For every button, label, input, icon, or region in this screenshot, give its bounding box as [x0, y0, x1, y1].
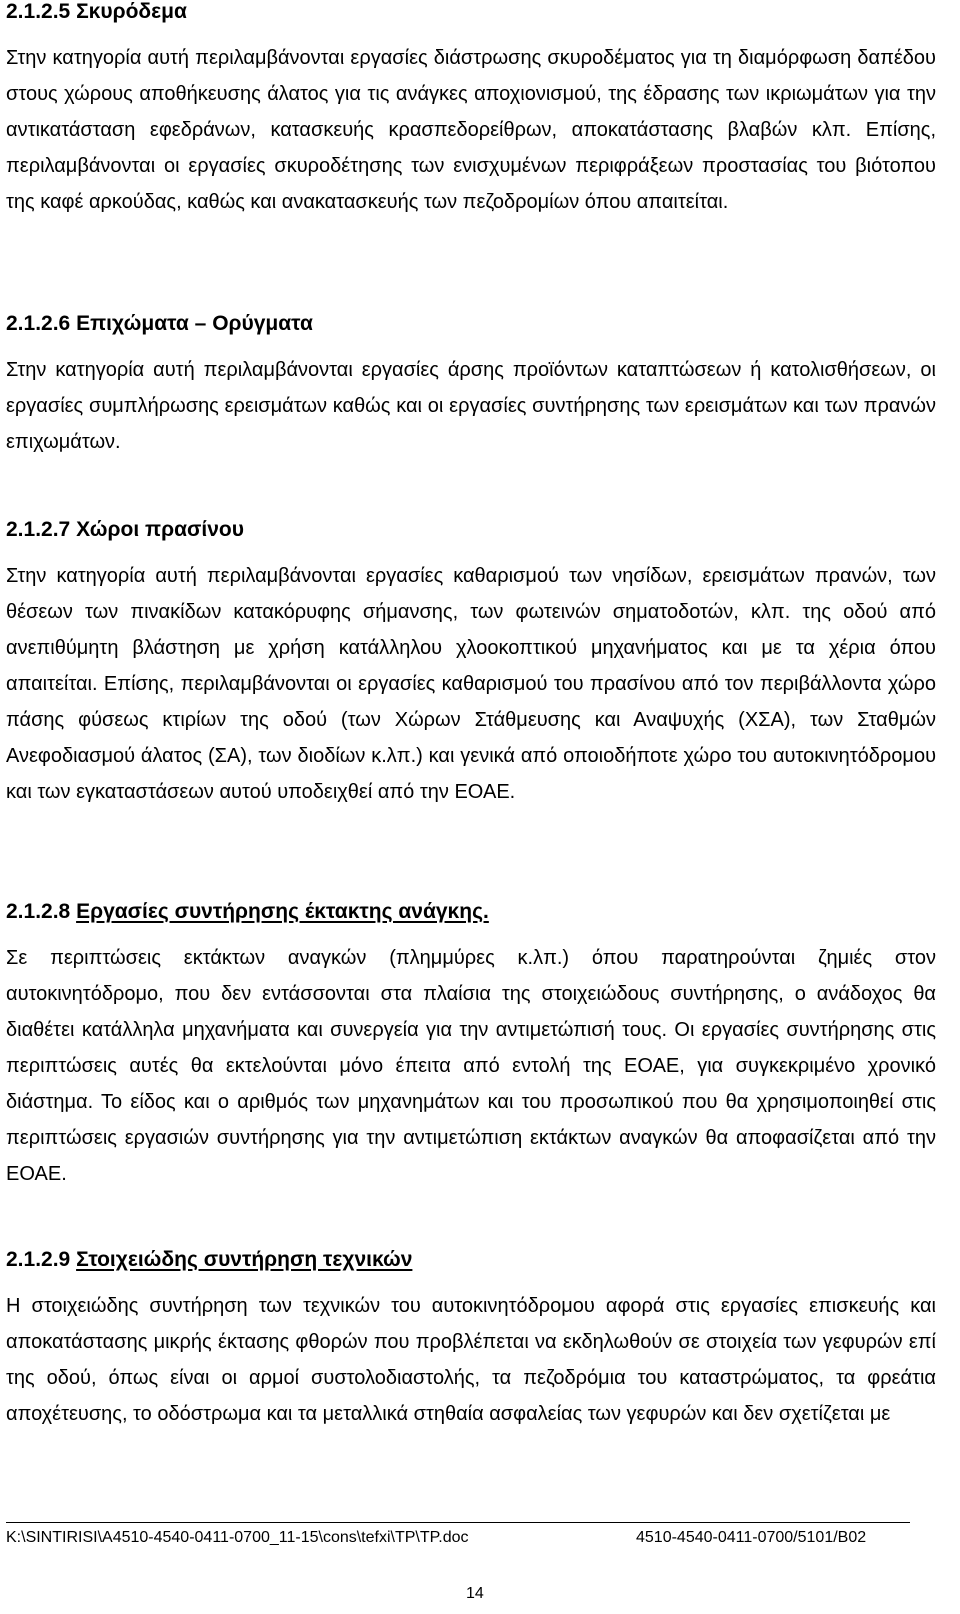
section-title: Εργασίες συντήρησης έκτακτης ανάγκης.	[76, 900, 489, 923]
footer-file-path: K:\SINTIRISI\A4510-4540-0411-0700_11-15\cons\tefxi\TP\TP.doc	[6, 1529, 469, 1546]
section-number: 2.1.2.5	[6, 0, 71, 23]
section-paragraph: Στην κατηγορία αυτή περιλαμβάνονται εργασίες διάστρωσης σκυροδέματος για τη διαμόρφωση δαπέδου στους χώρους αποθήκευσης άλατος για τις ανάγκες αποχιονισμού, της έδρασης των ικριωμάτων για την αντικατάσταση εφεδράνων, κατασκευής κρασπεδορείθρων, αποκατάστασης βλαβών κλπ. Επίσης, περιλαμβάνονται οι εργασίες σκυροδέτησης των ενισχυμένων περιφράξεων προστασίας του βιότοπου της καφέ αρκούδας, καθώς και ανακατασκευής των πεζοδρομίων όπου απαιτείται.	[6, 47, 936, 213]
section-number: 2.1.2.6	[6, 312, 71, 335]
footer-document-code: 4510-4540-0411-0700/5101/B02	[636, 1529, 867, 1546]
section-heading	[6, 0, 936, 24]
section-paragraph: Σε περιπτώσεις εκτάκτων αναγκών (πλημμύρες κ.λπ.) όπου παρατηρούνται ζημιές στον αυτοκινητόδρομο, που δεν εντάσσονται στα πλαίσια της στοιχειώδους συντήρησης, ο ανάδοχος θα διαθέτει κατάλληλα μηχανήματα και συνεργεία για την αντιμετώπισή τους. Οι εργασίες συντήρησης στις περιπτώσεις αυτές θα εκτελούνται μόνο έπειτα από εντολή της ΕΟΑΕ, για συγκεκριμένο χρονικό διάστημα. Το είδος και ο αριθμός των μηχανημάτων και του προσωπικού που θα χρησιμοποιηθεί στις περιπτώσεις εργασιών συντήρησης για την αντιμετώπιση εκτάκτων αναγκών θα αποφασίζεται από την ΕΟΑΕ.	[6, 947, 936, 1185]
section-paragraph: Στην κατηγορία αυτή περιλαμβάνονται εργασίες άρσης προϊόντων καταπτώσεων ή κατολισθήσεων, οι εργασίες συμπλήρωσης ερεισμάτων καθώς και οι εργασίες συντήρησης των ερεισμάτων και των πρανών επιχωμάτων.	[6, 359, 936, 453]
section-heading	[6, 518, 936, 542]
section-paragraph: Η στοιχειώδης συντήρηση των τεχνικών του αυτοκινητόδρομου αφορά στις εργασίες επισκευής και αποκατάστασης μικρής έκτασης φθορών που προβλέπεται να εκδηλωθούν σε στοιχεία των γεφυρών επί της οδού, όπως είναι οι αρμοί συστολοδιαστολής, τα πεζοδρόμια του καταστρώματος, τα φρεάτια αποχέτευσης, το οδόστρωμα και τα μεταλλικά στηθαία ασφαλείας των γεφυρών και δεν σχετίζεται με	[6, 1295, 936, 1425]
section-2-1-2-6	[6, 312, 936, 460]
section-title: Στοιχειώδης συντήρηση τεχνικών	[76, 1248, 413, 1271]
section-number: 2.1.2.8	[6, 900, 71, 923]
section-title: Επιχώματα – Ορύγματα	[76, 312, 313, 335]
section-paragraph: Στην κατηγορία αυτή περιλαμβάνονται εργασίες καθαρισμού των νησίδων, ερεισμάτων πρανών, των θέσεων των πινακίδων κατακόρυφης σήμανσης, των φωτεινών σηματοδοτών, κλπ. της οδού από ανεπιθύμητη βλάστηση με χρήση κατάλληλου χλοοκοπτικού μηχανήματος και με τα χέρια όπου απαιτείται. Επίσης, περιλαμβάνονται οι εργασίες καθαρισμού του πρασίνου από τον περιβάλλοντα χώρο πάσης φύσεως κτιρίων της οδού (των Χώρων Στάθμευσης και Αναψυχής (ΧΣΑ), των Σταθμών Ανεφοδιασμού άλατος (ΣΑ), των διοδίων κ.λπ.) και γενικά από οποιοδήποτε χώρο του αυτοκινητόδρομου και των εγκαταστάσεων αυτού υποδειχθεί από την ΕΟΑΕ.	[6, 565, 936, 803]
section-heading	[6, 1248, 936, 1272]
section-heading	[6, 900, 936, 924]
section-2-1-2-9	[6, 1248, 936, 1432]
footer-divider	[6, 1522, 910, 1523]
section-2-1-2-8	[6, 900, 936, 1192]
section-title: Σκυρόδεμα	[76, 0, 187, 23]
section-2-1-2-5	[6, 0, 936, 220]
page-number: 14	[466, 1585, 484, 1602]
section-title: Χώροι πρασίνου	[76, 518, 244, 541]
section-number: 2.1.2.9	[6, 1248, 71, 1271]
section-2-1-2-7	[6, 518, 936, 810]
section-heading	[6, 312, 936, 336]
section-number: 2.1.2.7	[6, 518, 71, 541]
